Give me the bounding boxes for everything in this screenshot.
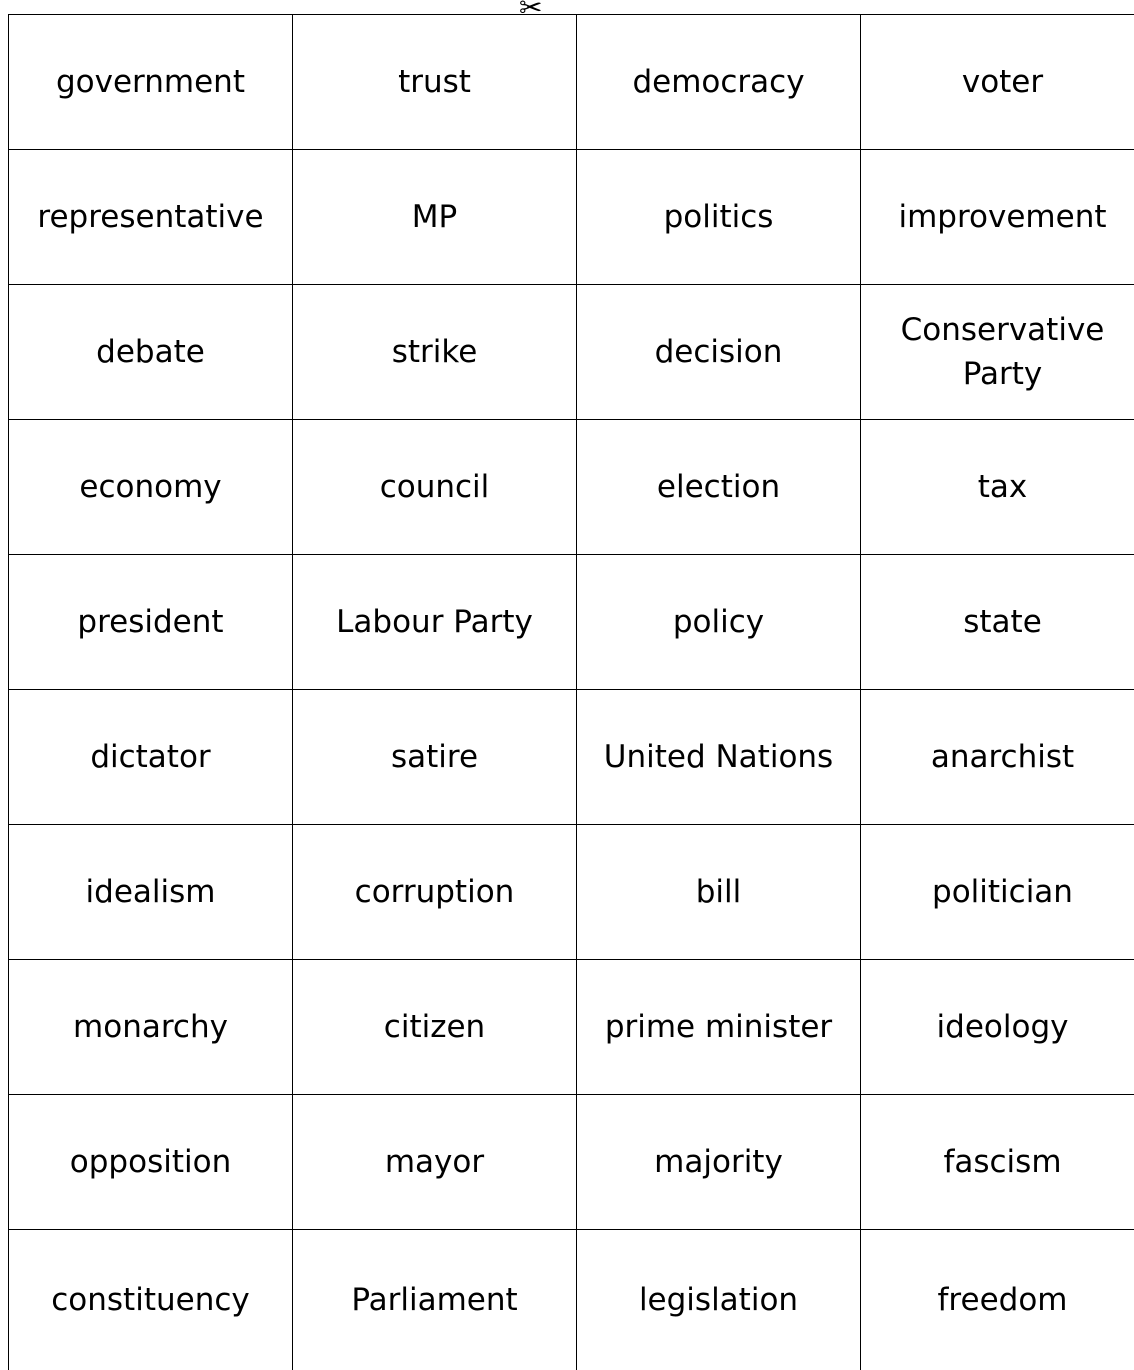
word-card: prime minister — [577, 960, 861, 1095]
word-card: opposition — [9, 1095, 293, 1230]
word-card: satire — [293, 690, 577, 825]
word-card: council — [293, 420, 577, 555]
word-card: representative — [9, 150, 293, 285]
word-card: legislation — [577, 1230, 861, 1370]
word-card: voter — [861, 15, 1134, 150]
word-card: decision — [577, 285, 861, 420]
word-card: constituency — [9, 1230, 293, 1370]
scissors-icon: ✂ — [519, 0, 543, 24]
word-card: MP — [293, 150, 577, 285]
word-card: trust — [293, 15, 577, 150]
word-card: tax — [861, 420, 1134, 555]
word-card: strike — [293, 285, 577, 420]
word-card: United Nations — [577, 690, 861, 825]
word-card: Labour Party — [293, 555, 577, 690]
word-card: improvement — [861, 150, 1134, 285]
word-card: bill — [577, 825, 861, 960]
word-card: majority — [577, 1095, 861, 1230]
word-card: dictator — [9, 690, 293, 825]
word-card: government — [9, 15, 293, 150]
word-card: idealism — [9, 825, 293, 960]
word-card: citizen — [293, 960, 577, 1095]
word-card: state — [861, 555, 1134, 690]
word-card: corruption — [293, 825, 577, 960]
word-card: politics — [577, 150, 861, 285]
word-card: Parliament — [293, 1230, 577, 1370]
word-card: debate — [9, 285, 293, 420]
word-card: policy — [577, 555, 861, 690]
word-card: democracy — [577, 15, 861, 150]
word-card: politician — [861, 825, 1134, 960]
word-card: ideology — [861, 960, 1134, 1095]
word-card: fascism — [861, 1095, 1134, 1230]
word-card: freedom — [861, 1230, 1134, 1370]
word-card: president — [9, 555, 293, 690]
word-card: election — [577, 420, 861, 555]
word-card: economy — [9, 420, 293, 555]
word-card: mayor — [293, 1095, 577, 1230]
word-card: anarchist — [861, 690, 1134, 825]
word-card: Conservative Party — [861, 285, 1134, 420]
word-card: monarchy — [9, 960, 293, 1095]
word-card-grid — [8, 14, 1134, 1370]
